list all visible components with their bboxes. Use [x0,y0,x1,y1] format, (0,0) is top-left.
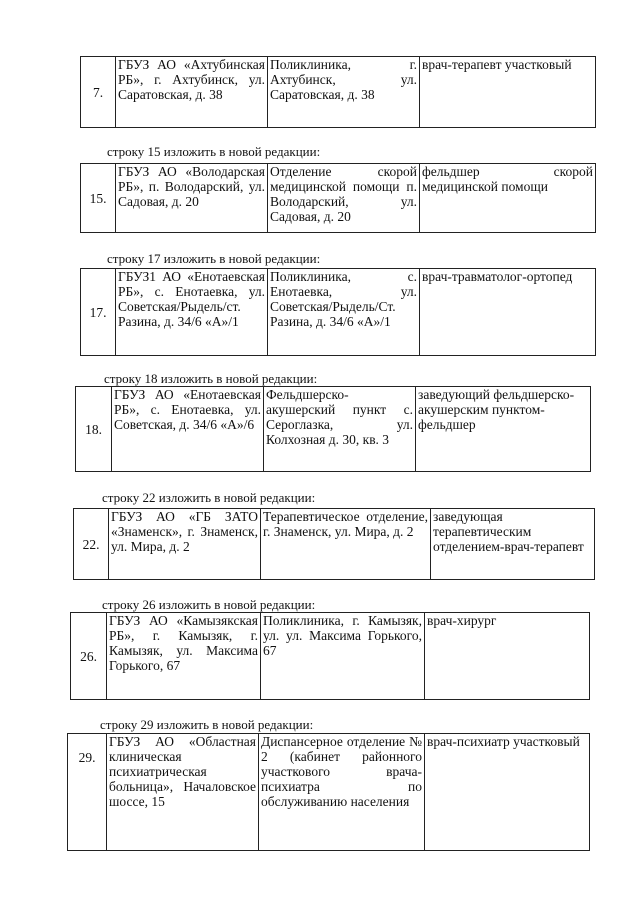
position-cell: заведующая терапевтическим отделением-врач-терапевт [431,509,595,580]
organization-cell: ГБУЗ АО «Володарская РБ», п. Володарский, ул. Садовая, д. 20 [116,164,268,233]
amendment-caption: строку 22 изложить в новой редакции: [102,490,316,505]
table-row-26 [70,612,590,700]
division-cell: Отделение скорой медицинской помощи п. Володарский, ул. Садовая, д. 20 [268,164,420,233]
row-number: 26. [71,613,107,700]
division-cell: Поликлиника, г. Ахтубинск, ул. Саратовская, д. 38 [268,57,420,128]
row-number: 17. [81,269,116,356]
row-number: 7. [81,57,116,128]
amendment-caption: строку 29 изложить в новой редакции: [100,717,314,732]
organization-cell: ГБУЗ1 АО «Енотаевская РБ», с. Енотаевка, ул. Советская/Рыдель/ст. Разина, д. 34/6 «А»/1 [116,269,268,356]
division-cell: Терапевтическое отделение, г. Знаменск, ул. Мира, д. 2 [261,509,431,580]
position-cell: врач-травматолог-ортопед [420,269,596,356]
organization-cell: ГБУЗ АО «Областная клиническая психиатрическая больница», Началовское шоссе, 15 [107,734,259,851]
division-cell: Поликлиника, г. Камызяк, ул. ул. Максима Горького, 67 [261,613,425,700]
organization-cell: ГБУЗ АО «Енотаевская РБ», с. Енотаевка, ул. Советская, д. 34/6 «А»/6 [112,387,264,472]
row-number: 15. [81,164,116,233]
position-cell: врач-терапевт участковый [420,57,596,128]
organization-cell: ГБУЗ АО «Камызякская РБ», г. Камызяк, г. Камызяк, ул. Максима Горького, 67 [107,613,261,700]
table-row-17 [80,268,596,356]
division-cell: Диспансерное отделение № 2 (кабинет районного участкового врача-психиатра по обслуживанию населения [259,734,425,851]
amendment-caption: строку 18 изложить в новой редакции: [104,371,318,386]
amendment-caption: строку 15 изложить в новой редакции: [107,144,321,159]
table-row-18 [75,386,591,472]
table-row-29 [67,733,590,851]
row-number: 22. [74,509,109,580]
amendment-caption: строку 17 изложить в новой редакции: [107,251,321,266]
table-row-7 [80,56,596,128]
position-cell: фельдшер скорой медицинской помощи [420,164,596,233]
table-row-15 [80,163,596,233]
table-row-22 [73,508,595,580]
row-number: 29. [68,734,107,851]
organization-cell: ГБУЗ АО «ГБ ЗАТО «Знаменск», г. Знаменск, ул. Мира, д. 2 [109,509,261,580]
row-number: 18. [76,387,112,472]
position-cell: заведующий фельдшерско-акушерским пунктом-фельдшер [416,387,591,472]
amendment-caption: строку 26 изложить в новой редакции: [102,597,316,612]
division-cell: Поликлиника, с. Енотаевка, ул. Советская/Рыдель/Ст. Разина, д. 34/6 «А»/1 [268,269,420,356]
division-cell: Фельдшерско-акушерский пункт с. Сероглазка, ул. Колхозная д. 30, кв. 3 [264,387,416,472]
position-cell: врач-хирург [425,613,590,700]
position-cell: врач-психиатр участковый [425,734,590,851]
organization-cell: ГБУЗ АО «Ахтубинская РБ», г. Ахтубинск, ул. Саратовская, д. 38 [116,57,268,128]
